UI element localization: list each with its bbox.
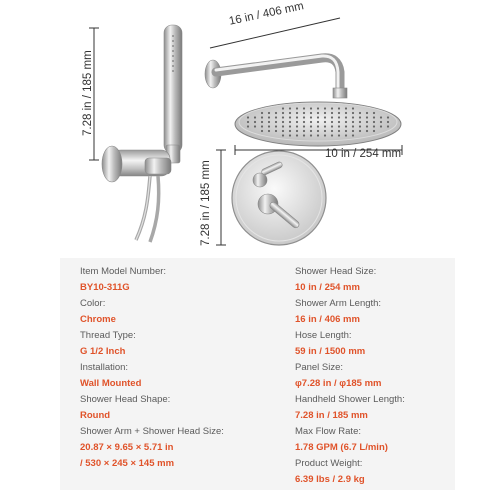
spec-label: Hose Length:	[295, 330, 352, 341]
spec-label: Product Weight:	[295, 458, 363, 469]
specifications-panel	[60, 258, 455, 490]
spec-value: BY10-311G	[80, 282, 130, 293]
handheld-height-label: 7.28 in / 185 mm	[82, 50, 94, 136]
spec-label: Handheld Shower Length:	[295, 394, 405, 405]
panel-height-dimension-line	[216, 150, 226, 245]
spec-value: Wall Mounted	[80, 378, 142, 389]
head-diameter-label: 10 in / 254 mm	[325, 148, 402, 160]
spec-value: Round	[80, 410, 111, 421]
spec-label: Max Flow Rate:	[295, 426, 361, 437]
spec-value: 16 in / 406 mm	[295, 314, 360, 325]
arm-length-label: 16 in / 406 mm	[228, 0, 305, 28]
spec-label: Shower Arm Length:	[295, 298, 382, 309]
spec-value: / 530 × 245 × 145 mm	[80, 458, 175, 469]
spec-value: Chrome	[80, 314, 116, 325]
handheld-holder-outlet	[102, 146, 171, 182]
spec-value: 7.28 in / 185 mm	[295, 410, 368, 421]
spec-value: 59 in / 1500 mm	[295, 346, 366, 357]
spec-value: 6.39 lbs / 2.9 kg	[295, 474, 365, 485]
rain-shower-head	[235, 102, 401, 146]
spec-value: 10 in / 254 mm	[295, 282, 360, 293]
spec-label: Color:	[80, 298, 106, 309]
spec-label: Shower Head Shape:	[80, 394, 171, 405]
spec-label: Item Model Number:	[80, 266, 167, 277]
spec-label: Shower Head Size:	[295, 266, 377, 277]
shower-arm	[205, 56, 347, 98]
panel-height-label: 7.28 in / 185 mm	[200, 160, 212, 246]
handheld-shower	[164, 25, 182, 163]
spec-label: Panel Size:	[295, 362, 344, 373]
spec-label: Installation:	[80, 362, 129, 373]
spec-value: G 1/2 Inch	[80, 346, 126, 357]
spec-value: 20.87 × 9.65 × 5.71 in	[80, 442, 174, 453]
spec-value: φ7.28 in / φ185 mm	[295, 378, 382, 389]
valve-control-panel	[232, 151, 326, 245]
spec-label: Shower Arm + Shower Head Size:	[80, 426, 224, 437]
spec-value: 1.78 GPM (6.7 L/min)	[295, 442, 388, 453]
spec-label: Thread Type:	[80, 330, 136, 341]
